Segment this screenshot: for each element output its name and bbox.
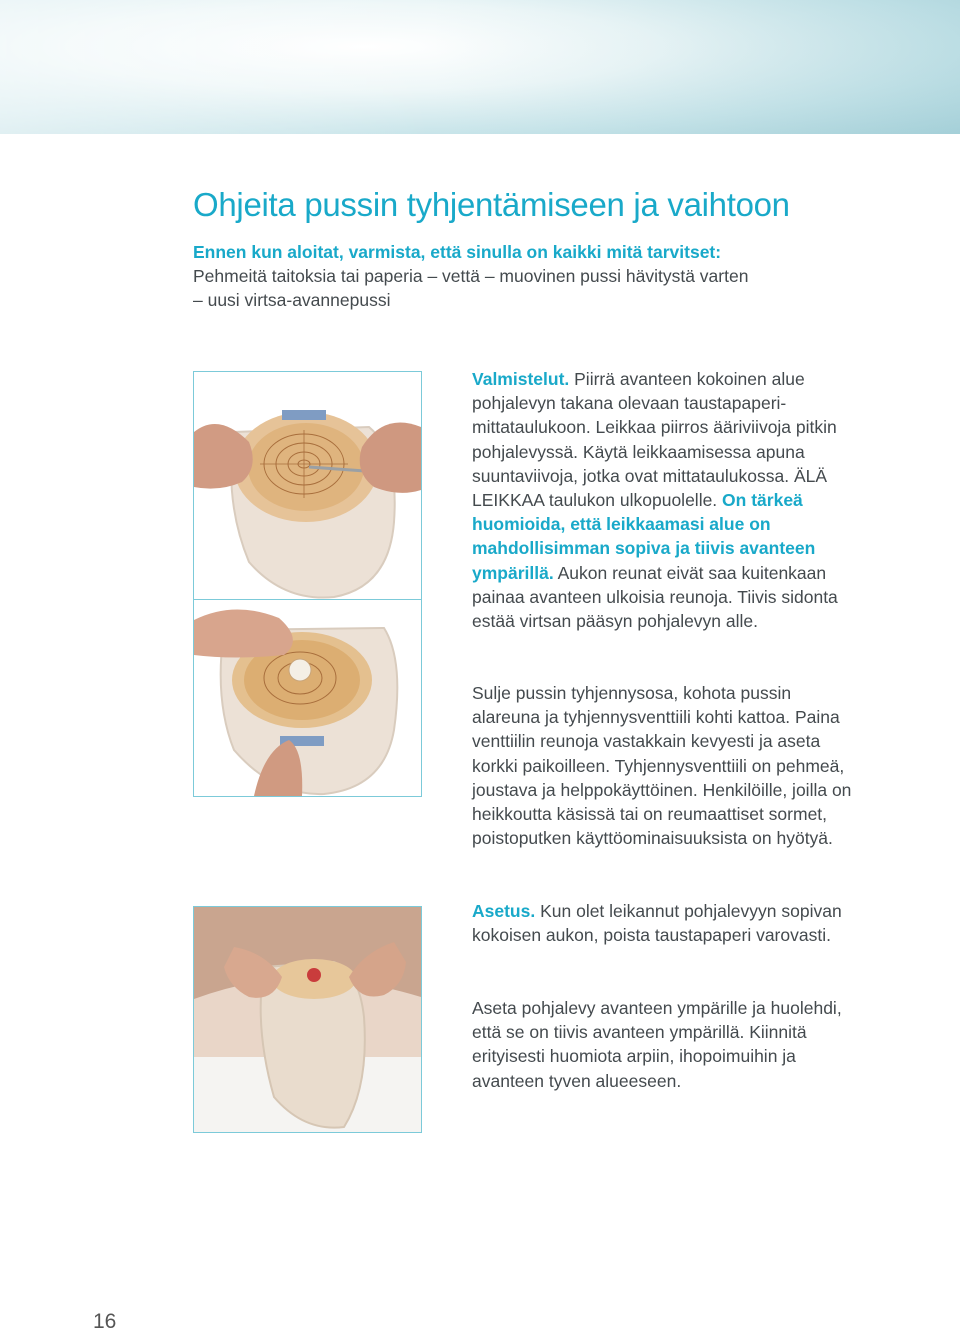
section-placement — [472, 996, 852, 1093]
section-placement-text: Aseta pohjalevy avanteen ympärille ja huolehdi, että se on tiivis avanteen ympärillä. Kiinnitä erityisesti huomiota arpiin, ihopoimuihin ja avanteen tyven alueeseen. — [472, 998, 842, 1091]
section-preparation-text-a: Piirrä avanteen kokoinen alue pohjalevyn takana olevaan taustapaperi-mittataulukoon. Leikkaa piirros ääriviivoja pitkin pohjalevyssä. Käytä leikkaamisessa apuna suuntaviivoja, jotka ovat mittataulukossa. ÄLÄ LEIKKAA taulukon ulkopuolelle. — [472, 369, 837, 511]
intro-line-1: Pehmeitä taitoksia tai paperia – vettä – muovinen pussi hävitystä varten — [193, 266, 749, 286]
photo-applying-on-body — [193, 906, 422, 1133]
section-application-text: Kun olet leikannut pohjalevyyn sopivan kokoisen aukon, poista taustapaperi varovasti. — [472, 901, 842, 946]
intro-lead: Ennen kun aloitat, varmista, että sinulla on kaikki mitä tarvitset: — [193, 242, 722, 262]
intro-line-2: – uusi virtsa-avannepussi — [193, 290, 391, 310]
section-application — [472, 899, 852, 947]
intro-block — [193, 240, 893, 312]
page-title: Ohjeita pussin tyhjentämiseen ja vaihtoon — [193, 186, 790, 223]
section-emptying — [472, 681, 852, 850]
section-preparation-text-b: Aukon reunat eivät saa kuitenkaan painaa avanteen ulkoisia reunoja. Tiivis sidonta estää virtsan pääsyn pohjalevyn alle. — [472, 562, 838, 632]
section-emptying-text: Sulje pussin tyhjennysosa, kohota pussin alareuna ja tyhjennysventtiili kohti kattoa. Paina venttiilin reunoja vastakkain kevyesti ja aseta korkki paikoilleen. Tyhjennysventtiili on pehmeä, joustava ja helppokäyttöinen. Henkilöille, joilla on heikkoutta käsissä tai on reumaattiset sormet, poistoputken käyttöominaisuuksista on hyötyä. — [472, 683, 852, 849]
photo-cutting-baseplate — [193, 371, 422, 600]
page-number: 16 — [93, 1310, 117, 1333]
photo-pouch-baseplate — [193, 599, 422, 797]
section-application-label: Asetus. — [472, 901, 536, 921]
section-preparation-label: Valmistelut. — [472, 369, 570, 389]
header-banner — [0, 0, 960, 134]
section-preparation — [472, 367, 852, 633]
section-preparation-emphasis: On tärkeä huomioida, että leikkaamasi alue on mahdollisimman sopiva ja tiivis avanteen ympärillä. — [472, 490, 816, 583]
